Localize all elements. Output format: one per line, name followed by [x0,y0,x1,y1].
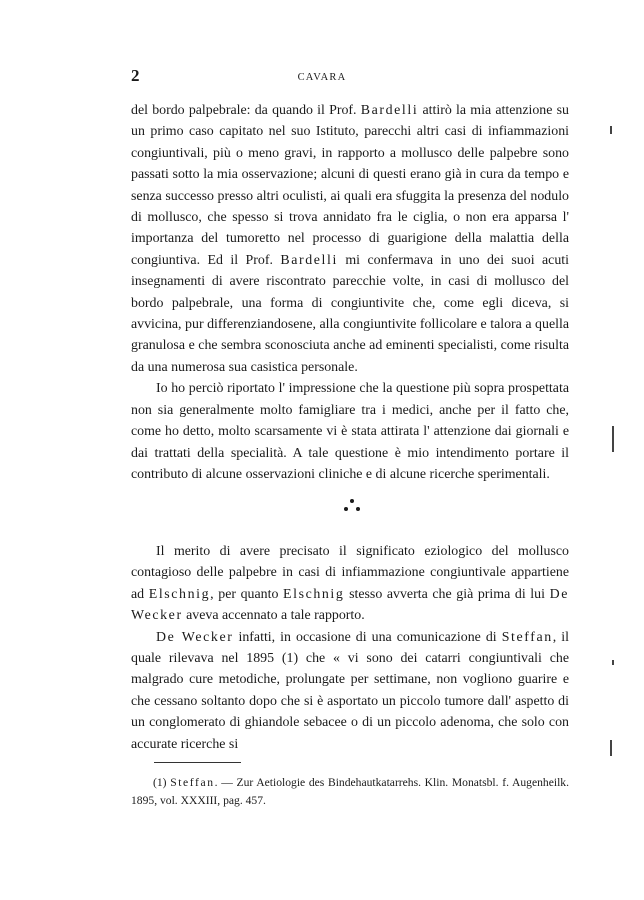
author-name-bardelli: Bardelli [280,252,338,268]
footnote-text [131,774,569,810]
footnote-citation: . — Zur Aetiologie des Bindehautkatarrehs. Klin. Monatsbl. f. Augenheilk. 1895, vol. XXXIII, pag. 457. [131,776,569,807]
scan-edge-mark [610,740,612,756]
author-name-elschnig: Elschnig [148,586,211,602]
paragraph-1 [131,100,569,378]
author-name-elschnig: Elschnig [283,586,345,602]
section-asterism [340,498,364,514]
page-number: 2 [131,66,140,85]
author-name-de-wecker: De Wecker [131,586,569,624]
body-text-upper [131,100,569,485]
body-text-lower [131,541,569,755]
running-title: CAVARA [297,72,347,83]
paragraph-3-text-d: aveva accennato a tale rapporto. [182,608,365,624]
paragraph-4-text-a: infatti, in occasione di una comunicazione di [233,629,502,645]
scan-edge-mark [612,426,614,452]
paragraph-3-text-b: , per quanto [210,586,284,602]
author-name-bardelli: Bardelli [360,103,419,118]
author-name-de-wecker: De Wecker [156,629,234,645]
scan-edge-mark [612,660,614,665]
paragraph-1-text-c: mi confermava in uno dei suoi acuti insegnamenti di avere riscontrato parecchie volte, in casi di mollusco del bordo palpebrale, una forma di congiuntivite che, come egli diceva, si avvicina, pur differenziandosene, alla congiuntivite follicolare e talora a quella granulosa e che sembra sconosciuta anche ad eminenti specialisti, come risulta da una numerosa sua casistica personale. [131,252,569,375]
footnote-author-steffan: Steffan [170,776,215,789]
paragraph-3 [131,541,569,627]
paragraph-4 [131,627,569,755]
paragraph-3-text-a: Il merito di avere precisato il significato eziologico del mollusco contagioso delle palpebre in casi di infiammazione congiuntivale appartiene ad [131,544,569,602]
author-name-steffan: Steffan [501,629,553,645]
footnote-divider [154,762,241,763]
paragraph-1-text-a: del bordo palpebrale: da quando il Prof. [131,103,361,118]
footnote [131,774,569,810]
footnote-marker: (1) [153,776,171,789]
paragraph-3-text-c: stesso avverta che già prima di lui [344,586,550,602]
scan-edge-mark [610,126,612,134]
paragraph-4-text-b: , il quale rilevava nel 1895 (1) che « vi sono dei catarri congiuntivali che malgrado cure metodiche, prolungate per settimane, non vogliono guarire e che cessano soltanto dopo che si è asportato un piccolo tumore dall' aspetto di un conglomerato di ghiandole sebacee o di un piccolo adenoma, che solo con accurate ricerche si [131,629,569,752]
paragraph-1-text-b: attirò la mia attenzione su un primo caso capitato nel suo Istituto, parecchi altri casi di infiammazioni congiuntivali, più o meno gravi, in rapporto a mollusco delle palpebre sono passati sotto la mia osservazione; alcuni di questi erano già in cura da tempo e senza successo presso altri oculisti, ai quali era sfuggita la presenza del nodulo di mollusco, che spesso si trova annidato fra le ciglia, o non era apparsa l' importanza del tumoretto nel processo di guarigione della malattia della congiuntiva. Ed il Prof. [131,103,569,268]
paragraph-2: Io ho perciò riportato l' impressione che la questione più sopra prospettata non sia generalmente molto famigliare tra i medici, anche per il fatto che, come ho detto, molto scarsamente vi è stata attirata l' attenzione dai giornali e dai trattati della specialità. A tale questione è mio intendimento portare il contributo di alcune osservazioni cliniche e di alcune ricerche sperimentali. [131,381,569,482]
